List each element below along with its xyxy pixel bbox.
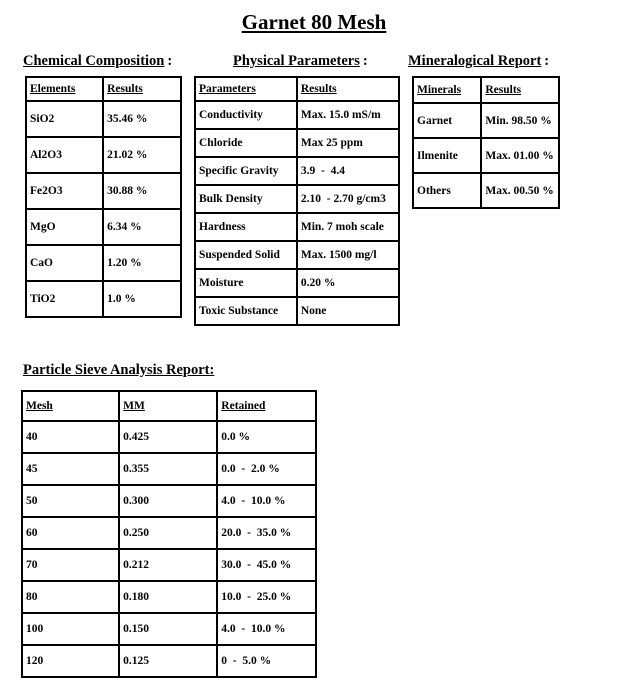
parameter-cell: Hardness: [195, 213, 297, 241]
result-cell: Max. 15.0 mS/m: [297, 101, 399, 129]
column-header: Elements: [26, 77, 103, 101]
table-row: [413, 138, 559, 173]
table-row: [195, 185, 399, 213]
table-row: [26, 281, 181, 317]
mesh-cell: 80: [22, 581, 119, 613]
table-row: [26, 245, 181, 281]
result-cell: Max 25 ppm: [297, 129, 399, 157]
table-header-row: [413, 77, 559, 103]
table-row: [22, 613, 316, 645]
table-row: [195, 297, 399, 325]
parameter-cell: Specific Gravity: [195, 157, 297, 185]
retained-cell: 0 - 5.0 %: [217, 645, 316, 677]
mesh-cell: 120: [22, 645, 119, 677]
mesh-cell: 70: [22, 549, 119, 581]
result-cell: 1.20 %: [103, 245, 181, 281]
result-cell: None: [297, 297, 399, 325]
mm-cell: 0.212: [119, 549, 217, 581]
table-row: [413, 103, 559, 138]
physical-parameters-table: [194, 76, 400, 326]
mesh-cell: 40: [22, 421, 119, 453]
physical-parameters-heading: [233, 53, 368, 70]
element-cell: Al2O3: [26, 137, 103, 173]
table-row: [195, 129, 399, 157]
chemical-composition-table: [25, 76, 182, 318]
parameter-cell: Moisture: [195, 269, 297, 297]
chemical-heading-colon: :: [167, 53, 173, 69]
table-row: [195, 101, 399, 129]
result-cell: Max. 1500 mg/l: [297, 241, 399, 269]
chemical-composition-heading: [23, 53, 172, 70]
table-row: [195, 157, 399, 185]
sieve-analysis-heading: Particle Sieve Analysis Report:: [23, 362, 215, 378]
table-row: [22, 421, 316, 453]
mm-cell: 0.150: [119, 613, 217, 645]
column-header: Results: [481, 77, 559, 103]
mesh-cell: 60: [22, 517, 119, 549]
table-row: [22, 517, 316, 549]
result-cell: Min. 7 moh scale: [297, 213, 399, 241]
parameter-cell: Conductivity: [195, 101, 297, 129]
mineral-heading-colon: :: [544, 53, 550, 69]
result-cell: 30.88 %: [103, 173, 181, 209]
retained-cell: 0.0 - 2.0 %: [217, 453, 316, 485]
table-header-row: [22, 391, 316, 421]
mm-cell: 0.250: [119, 517, 217, 549]
table-row: [22, 645, 316, 677]
result-cell: Max. 00.50 %: [481, 173, 559, 208]
retained-cell: 20.0 - 35.0 %: [217, 517, 316, 549]
table-row: [22, 581, 316, 613]
result-cell: 2.10 - 2.70 g/cm3: [297, 185, 399, 213]
table-row: [26, 137, 181, 173]
mesh-cell: 50: [22, 485, 119, 517]
parameter-cell: Chloride: [195, 129, 297, 157]
retained-cell: 4.0 - 10.0 %: [217, 485, 316, 517]
table-row: [195, 213, 399, 241]
table-row: [26, 209, 181, 245]
table-header-row: [195, 77, 399, 101]
sieve-analysis-table: [21, 390, 317, 678]
table-row: [22, 549, 316, 581]
mm-cell: 0.355: [119, 453, 217, 485]
result-cell: 1.0 %: [103, 281, 181, 317]
column-header: Results: [103, 77, 181, 101]
result-cell: Max. 01.00 %: [481, 138, 559, 173]
result-cell: Min. 98.50 %: [481, 103, 559, 138]
result-cell: 6.34 %: [103, 209, 181, 245]
column-header: Results: [297, 77, 399, 101]
mineral-cell: Garnet: [413, 103, 481, 138]
column-header: Minerals: [413, 77, 481, 103]
mineral-cell: Others: [413, 173, 481, 208]
table-row: [195, 269, 399, 297]
element-cell: CaO: [26, 245, 103, 281]
column-header: Retained: [217, 391, 316, 421]
table-row: [26, 173, 181, 209]
retained-cell: 10.0 - 25.0 %: [217, 581, 316, 613]
mm-cell: 0.300: [119, 485, 217, 517]
element-cell: SiO2: [26, 101, 103, 137]
result-cell: 21.02 %: [103, 137, 181, 173]
chemical-heading-text: Chemical Composition: [23, 53, 165, 69]
table-row: [413, 173, 559, 208]
element-cell: Fe2O3: [26, 173, 103, 209]
mesh-cell: 45: [22, 453, 119, 485]
result-cell: 3.9 - 4.4: [297, 157, 399, 185]
parameter-cell: Toxic Substance: [195, 297, 297, 325]
mesh-cell: 100: [22, 613, 119, 645]
mineral-heading-text: Mineralogical Report: [408, 53, 542, 69]
mineralogical-report-table: [412, 76, 560, 209]
retained-cell: 0.0 %: [217, 421, 316, 453]
mineralogical-report-heading: [408, 53, 549, 70]
mm-cell: 0.180: [119, 581, 217, 613]
parameter-cell: Bulk Density: [195, 185, 297, 213]
mm-cell: 0.425: [119, 421, 217, 453]
column-header: Mesh: [22, 391, 119, 421]
table-row: [26, 101, 181, 137]
column-header: Parameters: [195, 77, 297, 101]
column-header: MM: [119, 391, 217, 421]
retained-cell: 4.0 - 10.0 %: [217, 613, 316, 645]
result-cell: 35.46 %: [103, 101, 181, 137]
mm-cell: 0.125: [119, 645, 217, 677]
result-cell: 0.20 %: [297, 269, 399, 297]
document-title: Garnet 80 Mesh: [241, 10, 387, 34]
element-cell: MgO: [26, 209, 103, 245]
table-row: [195, 241, 399, 269]
retained-cell: 30.0 - 45.0 %: [217, 549, 316, 581]
physical-heading-text: Physical Parameters: [233, 53, 360, 69]
table-row: [22, 485, 316, 517]
table-header-row: [26, 77, 181, 101]
parameter-cell: Suspended Solid: [195, 241, 297, 269]
mineral-cell: Ilmenite: [413, 138, 481, 173]
physical-heading-colon: :: [362, 53, 368, 69]
table-row: [22, 453, 316, 485]
element-cell: TiO2: [26, 281, 103, 317]
